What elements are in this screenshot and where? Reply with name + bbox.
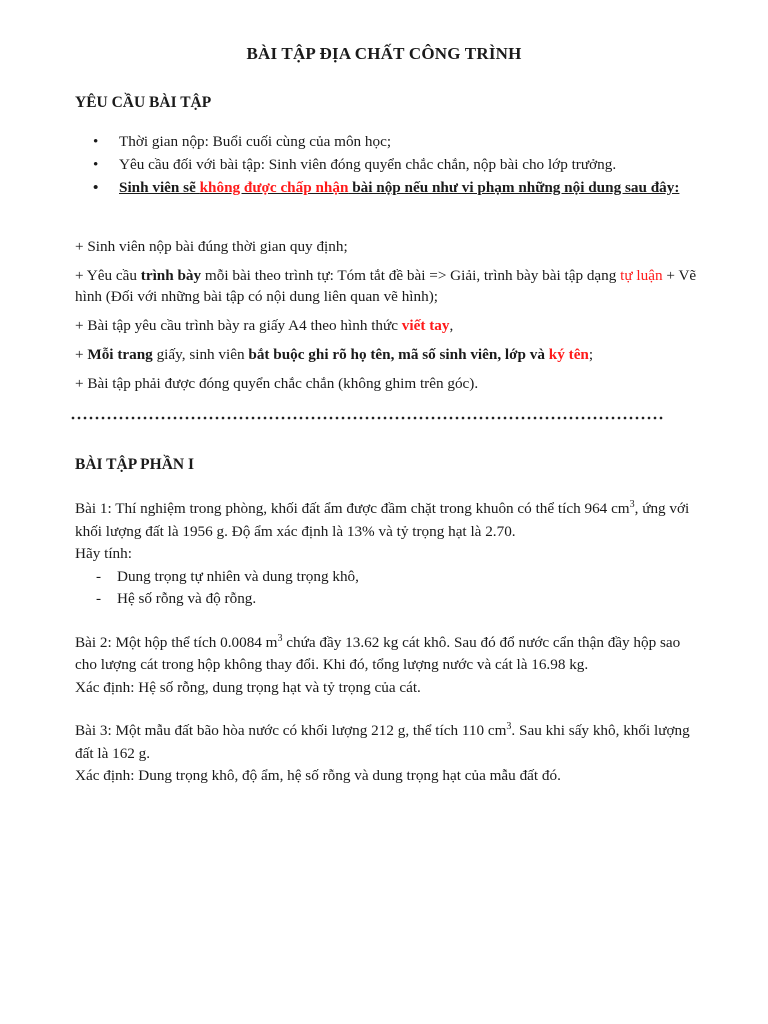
exercise-1 (75, 498, 705, 611)
bullet-icon: • (93, 179, 99, 196)
rule-text: mỗi bài theo trình tự: Tóm tắt đề bài => Giải, trình bày bài tập dạng (201, 267, 621, 284)
superscript: 3 (277, 632, 283, 644)
rule-text: , (449, 317, 454, 334)
list-item: - Hệ số rỗng và độ rỗng. (75, 588, 705, 611)
requirement-text: Yêu cầu đối với bài tập: Sinh viên đóng quyển chắc chắn, nộp bài cho lớp trưởng. (119, 156, 617, 173)
rule-item (75, 315, 705, 336)
rule-text: giấy, sinh viên (152, 346, 249, 363)
rule-highlight: tự luận (620, 267, 663, 284)
part1-heading: BÀI TẬP PHẦN I (75, 456, 194, 473)
rule-highlight: ký tên (548, 346, 589, 363)
page-title: BÀI TẬP ĐỊA CHẤT CÔNG TRÌNH (246, 44, 522, 63)
list-item-warning (93, 176, 703, 199)
exercise-text: Bài 1: Thí nghiệm trong phòng, khối đất ẩm được đầm chặt trong khuôn có thể tích 964 $cm^3$, ứng với khối lượng đất là 1956 g. Độ ẩm xác định là 13% và tỷ trọng hạt là 2.70. (75, 498, 690, 540)
warning-text (119, 179, 679, 196)
bullet-icon: • (93, 156, 99, 173)
exercise-2 (75, 632, 705, 700)
rule-text: + Yêu cầu (75, 267, 141, 284)
exercise-question: Xác định: Dung trọng khô, độ ẩm, hệ số rỗng và dung trọng hạt của mẫu đất đó. (75, 767, 561, 784)
requirements-heading: YÊU CẦU BÀI TẬP (75, 94, 212, 111)
warning-part: bài nộp nếu như vi phạm những nội dung sau đây: (348, 179, 680, 196)
list-item (93, 130, 703, 153)
exercise-text: Bài 3: Một mẫu đất bão hòa nước có khối lượng 212 g, thể tích 110 $cm^3$. Sau khi sấy khô, khối lượng đất là 162 g. (75, 720, 690, 762)
rule-bold: trình bày (140, 267, 202, 284)
superscript: 3 (629, 498, 635, 510)
list-item (93, 153, 703, 176)
rule-text: + Bài tập yêu cầu trình bày ra giấy A4 theo hình thức (75, 317, 402, 334)
rule-text: ; (588, 346, 594, 363)
rule-item: + Sinh viên nộp bài đúng thời gian quy định; (75, 238, 348, 255)
rule-bold: bắt buộc ghi rõ họ tên, mã số sinh viên, lớp và (248, 346, 549, 363)
exercises-section (75, 498, 705, 809)
exercise-text: Bài 2: Một hộp thể tích 0.0084 $m^3$ chứa đầy 13.62 kg cát khô. Sau đó đổ nước cẩn thận đầy hộp sao cho lượng cát trong hộp không thay đổi. Khi đó, tổng lượng nước và cát là 16.98 kg. (75, 632, 681, 673)
superscript: 3 (506, 720, 512, 732)
list-item: - Dung trọng tự nhiên và dung trọng khô, (75, 566, 705, 589)
requirement-text: Thời gian nộp: Buổi cuối cùng của môn học; (119, 133, 392, 150)
rule-text: + Vẽ hình (Đối với những bài tập có nội dung liên quan vẽ hình); (75, 267, 697, 305)
dash-bullet: - (96, 590, 102, 607)
rule-item (75, 344, 705, 365)
bullet-icon: • (93, 133, 99, 150)
rule-bold: Mỗi trang (87, 346, 153, 363)
warning-highlight: không được chấp nhận (199, 179, 349, 196)
dotted-divider (70, 416, 664, 420)
rule-text: + (75, 346, 88, 363)
dash-bullet: - (96, 567, 102, 585)
exercise-3 (75, 720, 705, 788)
requirements-list (93, 130, 703, 199)
warning-part: Sinh viên sẽ (119, 179, 200, 196)
exercise-items (75, 566, 705, 611)
exercise-question: Hãy tính: (75, 545, 132, 562)
exercise-question: Xác định: Hệ số rỗng, dung trọng hạt và tỷ trọng của cát. (75, 678, 421, 696)
rules-section (75, 236, 705, 402)
rule-item (75, 265, 705, 307)
rule-item: + Bài tập phải được đóng quyển chắc chắn (không ghim trên góc). (75, 375, 479, 392)
rule-highlight: viết tay (401, 317, 450, 334)
